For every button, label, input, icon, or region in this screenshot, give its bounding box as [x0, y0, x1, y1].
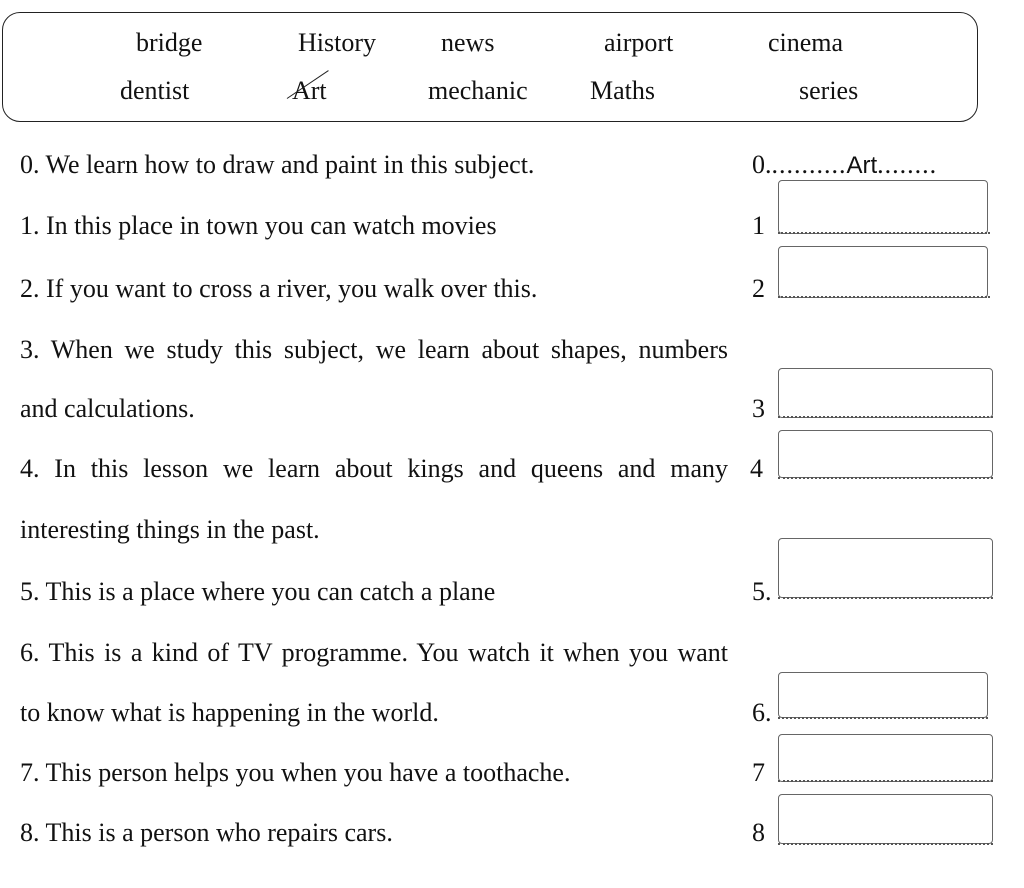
answer-dots-6 [778, 717, 988, 719]
answer-dots-7 [778, 780, 993, 782]
answer-number-6: 6. [752, 698, 772, 727]
answer-box-3[interactable] [778, 368, 993, 418]
answer-dots-8 [778, 843, 993, 845]
example-answer-line [752, 150, 937, 181]
answer-dots-3 [778, 416, 993, 418]
word-bridge: bridge [136, 28, 203, 57]
question-3-line-1: 3. When we study this subject, we learn about shapes, numbers [20, 335, 728, 364]
word-series: series [799, 76, 859, 105]
word-mechanic: mechanic [428, 76, 528, 105]
question-1: 1. In this place in town you can watch movies [20, 211, 497, 240]
answer-number-8: 8 [752, 818, 765, 847]
example-dots-after: ........ [877, 150, 938, 179]
answer-number-1: 1 [752, 211, 765, 240]
example-answer: Art [846, 152, 878, 179]
answer-box-1[interactable] [778, 180, 988, 234]
question-8: 8. This is a person who repairs cars. [20, 818, 393, 847]
example-dots-before: .......... [771, 150, 847, 179]
answer-dots-5 [778, 597, 993, 599]
example-number: 0. [752, 150, 772, 179]
answer-number-5: 5. [752, 577, 772, 606]
word-art-crossed [292, 76, 327, 106]
answer-box-7[interactable] [778, 734, 993, 782]
question-6-line-2: to know what is happening in the world. [20, 698, 439, 727]
answer-box-2[interactable] [778, 246, 988, 298]
word-cinema: cinema [768, 28, 844, 57]
question-5: 5. This is a place where you can catch a plane [20, 577, 496, 606]
question-7: 7. This person helps you when you have a toothache. [20, 758, 571, 787]
question-4-line-1: 4. In this lesson we learn about kings and queens and many [20, 454, 728, 483]
question-6-line-1: 6. This is a kind of TV programme. You watch it when you want [20, 638, 728, 667]
word-news: news [441, 28, 495, 57]
answer-dots-4 [778, 477, 993, 479]
answer-box-8[interactable] [778, 794, 993, 844]
word-history: History [298, 28, 376, 57]
answer-number-2: 2 [752, 274, 765, 303]
answer-box-5[interactable] [778, 538, 993, 598]
word-art: Art [292, 76, 327, 105]
answer-box-4[interactable] [778, 430, 993, 478]
answer-box-6[interactable] [778, 672, 988, 718]
word-dentist: dentist [120, 76, 190, 105]
answer-number-4: 4 [750, 454, 763, 483]
answer-dots-1 [778, 232, 990, 234]
answer-number-7: 7 [752, 758, 765, 787]
question-2: 2. If you want to cross a river, you walk over this. [20, 274, 538, 303]
word-airport: airport [604, 28, 674, 57]
example-question: 0. We learn how to draw and paint in this subject. [20, 150, 535, 179]
question-3-line-2: and calculations. [20, 394, 195, 423]
answer-number-3: 3 [752, 394, 765, 423]
question-4-line-2: interesting things in the past. [20, 515, 320, 544]
word-maths: Maths [590, 76, 655, 105]
answer-dots-2 [778, 296, 990, 298]
